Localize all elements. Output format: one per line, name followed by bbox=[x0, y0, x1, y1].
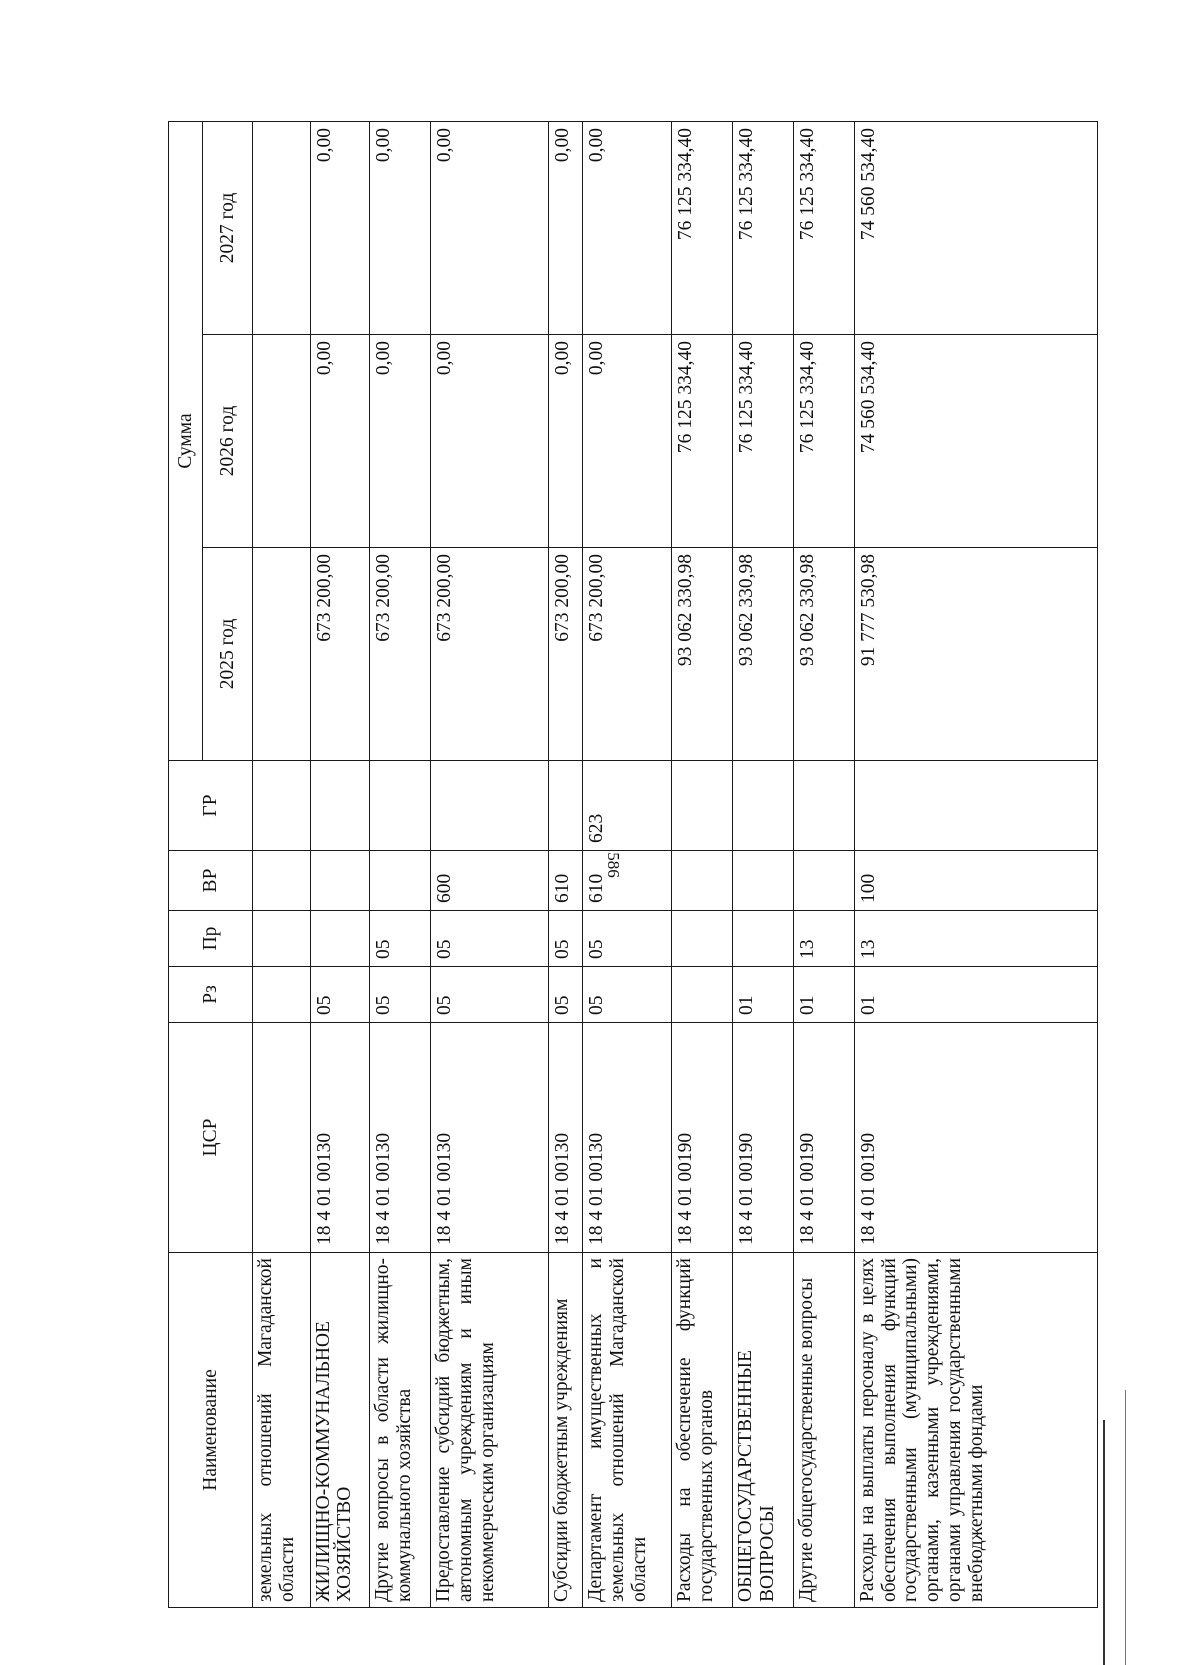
cell-2025: 673 200,00 bbox=[370, 548, 431, 761]
cell-rz: 05 bbox=[431, 967, 548, 1023]
cell-2026: 0,00 bbox=[583, 335, 672, 548]
cell-csr: 18 4 01 00190 bbox=[793, 1023, 854, 1253]
table-row bbox=[370, 121, 431, 1607]
cell-pr: 05 bbox=[370, 911, 431, 967]
cell-vr: 100 bbox=[854, 851, 1097, 911]
cell-2026: 0,00 bbox=[548, 335, 583, 548]
cell-2027: 0,00 bbox=[583, 121, 672, 334]
scan-edge-line bbox=[1103, 1420, 1105, 1665]
table-row bbox=[548, 121, 583, 1607]
cell-pr bbox=[253, 911, 311, 967]
table-row bbox=[854, 121, 1097, 1607]
cell-pr: 05 bbox=[548, 911, 583, 967]
cell-gr bbox=[793, 761, 854, 851]
header-year-2027: 2027 год bbox=[203, 121, 253, 334]
cell-vr: 600 bbox=[431, 851, 548, 911]
cell-vr bbox=[253, 851, 311, 911]
header-year-2026: 2026 год bbox=[203, 335, 253, 548]
cell-2026: 76 125 334,40 bbox=[733, 335, 794, 548]
cell-2026: 74 560 534,40 bbox=[854, 335, 1097, 548]
header-year-2025: 2025 год bbox=[203, 548, 253, 761]
cell-name: Субсидии бюджетным учреждениям bbox=[548, 1253, 583, 1608]
cell-csr: 18 4 01 00190 bbox=[733, 1023, 794, 1253]
header-vr: ВР bbox=[169, 851, 253, 911]
cell-gr bbox=[431, 761, 548, 851]
cell-2027: 0,00 bbox=[310, 121, 370, 334]
cell-rz: 05 bbox=[370, 967, 431, 1023]
cell-name: Другие общегосударственные вопросы bbox=[793, 1253, 854, 1608]
cell-pr bbox=[310, 911, 370, 967]
cell-2027: 74 560 534,40 bbox=[854, 121, 1097, 334]
cell-csr bbox=[253, 1023, 311, 1253]
cell-name: земельных отношений Магаданской области bbox=[253, 1253, 311, 1608]
cell-rz: 01 bbox=[733, 967, 794, 1023]
header-rz: Рз bbox=[169, 967, 253, 1023]
cell-2027: 0,00 bbox=[370, 121, 431, 334]
table-row bbox=[793, 121, 854, 1607]
cell-rz: 01 bbox=[793, 967, 854, 1023]
cell-2025: 673 200,00 bbox=[583, 548, 672, 761]
cell-name: Расходы на выплаты персоналу в целях обеспечения выполнения функций государственными (муниципальными) органами, казенными учреждениями, органами управления государственными внебюджетными фондами bbox=[854, 1253, 1097, 1608]
table-row bbox=[431, 121, 548, 1607]
cell-2027 bbox=[253, 121, 311, 334]
cell-vr bbox=[370, 851, 431, 911]
cell-vr bbox=[793, 851, 854, 911]
cell-gr bbox=[548, 761, 583, 851]
cell-gr bbox=[253, 761, 311, 851]
cell-2025: 93 062 330,98 bbox=[733, 548, 794, 761]
cell-2026: 0,00 bbox=[431, 335, 548, 548]
header-csr: ЦСР bbox=[169, 1023, 253, 1253]
table-header-row bbox=[169, 121, 203, 1607]
cell-gr bbox=[370, 761, 431, 851]
cell-csr: 18 4 01 00190 bbox=[672, 1023, 733, 1253]
cell-name: ОБЩЕГОСУДАРСТВЕННЫЕ ВОПРОСЫ bbox=[733, 1253, 794, 1608]
cell-2027: 0,00 bbox=[431, 121, 548, 334]
cell-rz: 01 bbox=[854, 967, 1097, 1023]
cell-2026: 76 125 334,40 bbox=[672, 335, 733, 548]
header-sum: Сумма bbox=[169, 121, 203, 760]
cell-rz: 05 bbox=[548, 967, 583, 1023]
budget-table bbox=[168, 121, 1098, 1608]
cell-rz: 05 bbox=[583, 967, 672, 1023]
header-gr: ГР bbox=[169, 761, 253, 851]
cell-pr: 05 bbox=[583, 911, 672, 967]
header-name: Наименование bbox=[169, 1253, 253, 1608]
cell-vr: 610 bbox=[548, 851, 583, 911]
cell-gr bbox=[310, 761, 370, 851]
header-pr: Пр bbox=[169, 911, 253, 967]
cell-csr: 18 4 01 00190 bbox=[854, 1023, 1097, 1253]
cell-vr bbox=[733, 851, 794, 911]
cell-2026: 0,00 bbox=[310, 335, 370, 548]
cell-gr: 623 bbox=[583, 761, 672, 851]
cell-vr bbox=[672, 851, 733, 911]
cell-2027: 0,00 bbox=[548, 121, 583, 334]
page-number: 586 bbox=[604, 852, 623, 878]
cell-2027: 76 125 334,40 bbox=[793, 121, 854, 334]
cell-pr bbox=[733, 911, 794, 967]
cell-gr bbox=[672, 761, 733, 851]
cell-gr bbox=[733, 761, 794, 851]
table-row bbox=[733, 121, 794, 1607]
cell-2027: 76 125 334,40 bbox=[672, 121, 733, 334]
cell-pr bbox=[672, 911, 733, 967]
cell-vr bbox=[310, 851, 370, 911]
cell-name: Предоставление субсидий бюджетным, автономным учреждениям и иным некоммерческим организациям bbox=[431, 1253, 548, 1608]
cell-2026: 76 125 334,40 bbox=[793, 335, 854, 548]
cell-2025: 673 200,00 bbox=[310, 548, 370, 761]
cell-name: ЖИЛИЩНО-КОММУНАЛЬНОЕ ХОЗЯЙСТВО bbox=[310, 1253, 370, 1608]
table-row bbox=[253, 121, 311, 1607]
cell-name: Другие вопросы в области жилищно-коммунального хозяйства bbox=[370, 1253, 431, 1608]
cell-rz: 05 bbox=[310, 967, 370, 1023]
cell-2027: 76 125 334,40 bbox=[733, 121, 794, 334]
cell-2025 bbox=[253, 548, 311, 761]
cell-csr: 18 4 01 00130 bbox=[583, 1023, 672, 1253]
scan-edge-line bbox=[1125, 1390, 1126, 1665]
budget-table-container bbox=[168, 122, 1098, 1608]
cell-rz bbox=[253, 967, 311, 1023]
cell-pr: 05 bbox=[431, 911, 548, 967]
cell-2025: 673 200,00 bbox=[548, 548, 583, 761]
cell-2026: 0,00 bbox=[370, 335, 431, 548]
cell-2025: 93 062 330,98 bbox=[793, 548, 854, 761]
cell-csr: 18 4 01 00130 bbox=[370, 1023, 431, 1253]
cell-name: Расходы на обеспечение функций государственных органов bbox=[672, 1253, 733, 1608]
cell-csr: 18 4 01 00130 bbox=[431, 1023, 548, 1253]
cell-rz bbox=[672, 967, 733, 1023]
cell-2026 bbox=[253, 335, 311, 548]
cell-2025: 91 777 530,98 bbox=[854, 548, 1097, 761]
table-row bbox=[310, 121, 370, 1607]
cell-csr: 18 4 01 00130 bbox=[310, 1023, 370, 1253]
cell-name: Департамент имущественных и земельных отношений Магаданской области bbox=[583, 1253, 672, 1608]
table-row bbox=[672, 121, 733, 1607]
table-row bbox=[583, 121, 672, 1607]
cell-2025: 93 062 330,98 bbox=[672, 548, 733, 761]
cell-pr: 13 bbox=[854, 911, 1097, 967]
cell-csr: 18 4 01 00130 bbox=[548, 1023, 583, 1253]
cell-vr: 610 bbox=[583, 851, 672, 911]
cell-pr: 13 bbox=[793, 911, 854, 967]
cell-2025: 673 200,00 bbox=[431, 548, 548, 761]
cell-gr bbox=[854, 761, 1097, 851]
